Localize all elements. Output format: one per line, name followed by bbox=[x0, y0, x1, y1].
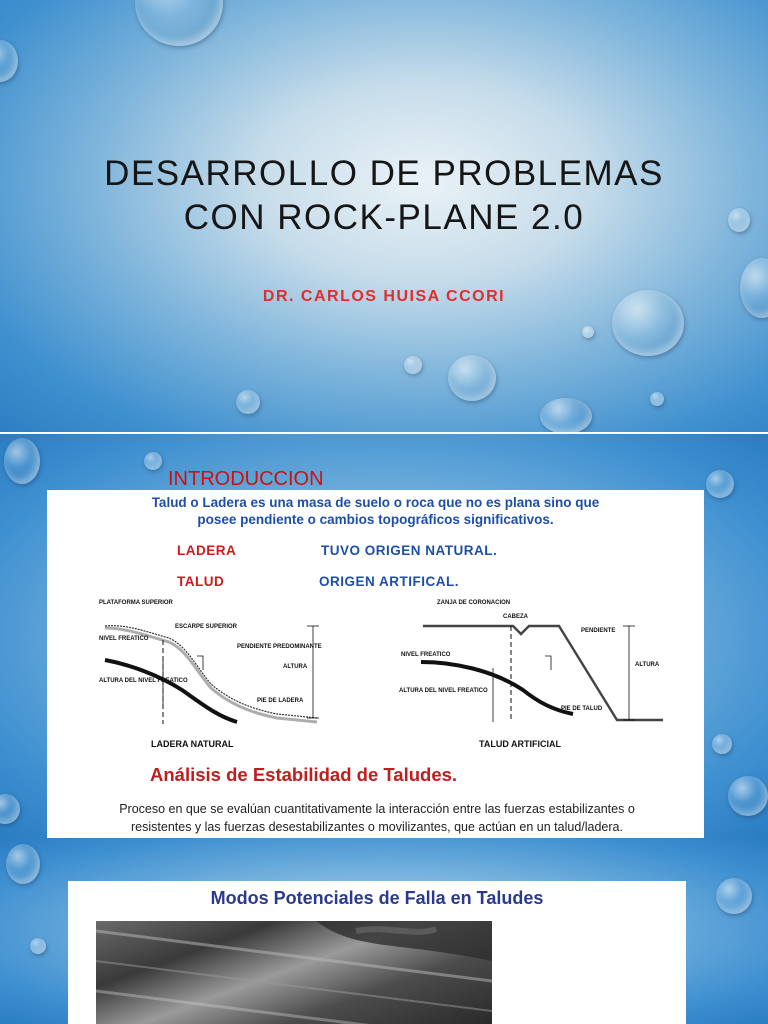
water-drop-decoration bbox=[706, 470, 734, 498]
slide-title: Modos Potenciales de Falla en Taludes bbox=[210, 888, 544, 908]
water-drop-decoration bbox=[582, 326, 594, 338]
water-drop-decoration bbox=[0, 794, 20, 824]
content-panel bbox=[68, 881, 686, 1024]
water-drop-decoration bbox=[448, 355, 496, 401]
water-drop-decoration bbox=[0, 40, 18, 82]
label-escarpe: ESCARPE SUPERIOR bbox=[175, 624, 238, 630]
term-ladera-desc: TUVO ORIGEN NATURAL. bbox=[321, 543, 498, 558]
slope-photo bbox=[96, 921, 492, 1024]
label-altura: ALTURA bbox=[635, 662, 660, 668]
label-nivel: NIVEL FREATICO bbox=[99, 636, 149, 642]
water-drop-decoration bbox=[540, 398, 592, 432]
label-pendiente: PENDIENTE bbox=[581, 628, 616, 634]
term-talud-desc: ORIGEN ARTIFICAL. bbox=[319, 574, 459, 589]
water-drop-decoration bbox=[236, 390, 260, 414]
label-pie: PIE DE TALUD bbox=[561, 706, 603, 712]
label-altura-nivel: ALTURA DEL NIVEL FREATICO bbox=[99, 678, 188, 684]
water-drop-decoration bbox=[135, 0, 223, 46]
water-drop-decoration bbox=[144, 452, 162, 470]
slope-photo-texture bbox=[96, 921, 492, 1024]
water-drop-decoration bbox=[716, 878, 752, 914]
label-altura: ALTURA bbox=[283, 664, 308, 670]
label-zanja: ZANJA DE CORONACION bbox=[437, 600, 511, 606]
natural-slope-diagram bbox=[87, 598, 327, 750]
definition-text bbox=[47, 494, 704, 528]
failure-modes-slide bbox=[0, 838, 768, 1024]
water-drop-decoration bbox=[4, 438, 40, 484]
label-cabeza: CABEZA bbox=[503, 614, 528, 620]
definition-line-1: Talud o Ladera es una masa de suelo o roca que no es plana sino que bbox=[151, 495, 600, 510]
term-ladera: LADERA bbox=[177, 543, 237, 558]
artificial-slope-diagram bbox=[393, 598, 673, 750]
slide-title bbox=[0, 152, 768, 240]
caption-natural: LADERA NATURAL bbox=[151, 739, 234, 749]
label-pendiente: PENDIENTE PREDOMINANTE bbox=[237, 644, 322, 650]
water-drop-decoration bbox=[728, 776, 768, 816]
section-heading: INTRODUCCION bbox=[168, 468, 324, 490]
water-drop-decoration bbox=[30, 938, 46, 954]
label-nivel: NIVEL FREATICO bbox=[401, 652, 451, 658]
analysis-title: Análisis de Estabilidad de Taludes. bbox=[150, 764, 458, 785]
author-name: DR. CARLOS HUISA CCORI bbox=[262, 288, 506, 305]
label-plataforma: PLATAFORMA SUPERIOR bbox=[99, 600, 173, 606]
caption-artificial: TALUD ARTIFICIAL bbox=[479, 739, 561, 749]
title-slide bbox=[0, 0, 768, 432]
label-altura-nivel: ALTURA DEL NIVEL FREATICO bbox=[399, 688, 488, 694]
title-line-1: DESARROLLO DE PROBLEMAS bbox=[104, 154, 664, 193]
content-panel bbox=[47, 490, 704, 838]
process-text: Proceso en que se evalúan cuantitativamente la interacción entre las fuerzas estabilizantes o resistentes y las fuerzas desestabilizantes o movilizantes, que actúan en un talud/ladera. bbox=[119, 802, 635, 834]
label-pie: PIE DE LADERA bbox=[257, 698, 304, 704]
term-talud: TALUD bbox=[177, 574, 225, 589]
water-drop-decoration bbox=[712, 734, 732, 754]
definition-line-2: posee pendiente o cambios topográficos significativos. bbox=[197, 512, 554, 527]
water-drop-decoration bbox=[404, 356, 422, 374]
title-line-2: CON ROCK-PLANE 2.0 bbox=[183, 198, 585, 237]
water-drop-decoration bbox=[650, 392, 664, 406]
intro-slide bbox=[0, 434, 768, 838]
water-drop-decoration bbox=[6, 844, 40, 884]
